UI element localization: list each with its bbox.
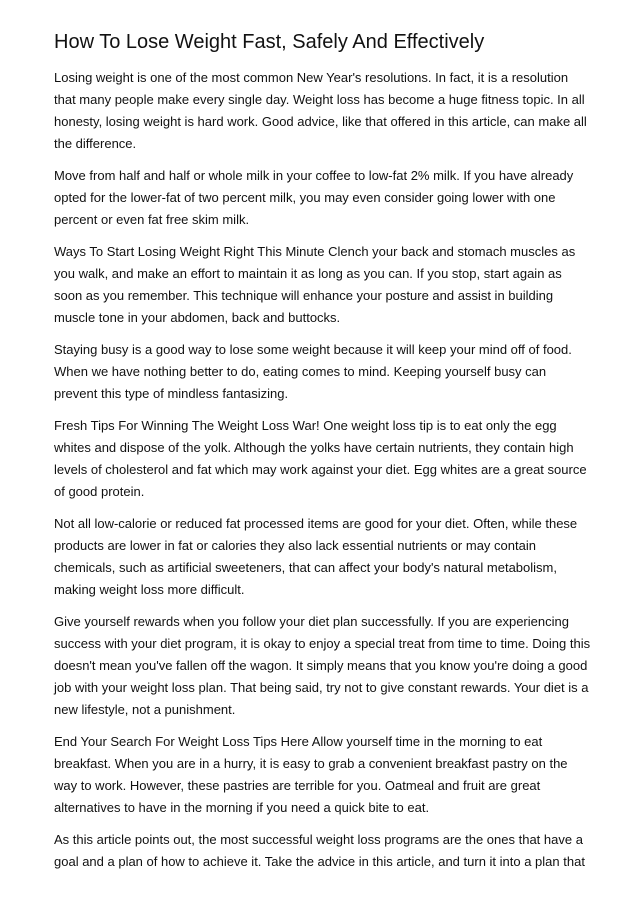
text-line: prevent this type of mindless fantasizing. (54, 386, 289, 401)
text-line: the difference. (54, 136, 137, 151)
text-line: of good protein. (54, 484, 145, 499)
paragraph (54, 611, 590, 721)
text-line: chemicals, such as artificial sweeteners, that can affect your body's natural metabolism, (54, 560, 557, 575)
text-line: whites and dispose of the yolk. Although the yolks have certain nutrients, they contain high (54, 440, 574, 455)
paragraph (54, 731, 590, 819)
text-line: that many people make every single day. Weight loss has become a huge fitness topic. In all (54, 92, 585, 107)
paragraph (54, 415, 590, 503)
text-line: making weight loss more difficult. (54, 582, 245, 597)
text-line: you walk, and make an effort to maintain it as long as you can. If you stop, start again as (54, 266, 562, 281)
paragraph (54, 67, 590, 155)
document-title: How To Lose Weight Fast, Safely And Effectively (54, 31, 485, 53)
text-line: soon as you remember. This technique will enhance your posture and assist in building (54, 288, 554, 303)
text-line: Staying busy is a good way to lose some weight because it will keep your mind off of food. (54, 342, 572, 357)
text-line: Losing weight is one of the most common New Year's resolutions. In fact, it is a resolution (54, 70, 569, 85)
text-line: Move from half and half or whole milk in your coffee to low-fat 2% milk. If you have already (54, 168, 574, 183)
text-line: Ways To Start Losing Weight Right This Minute Clench your back and stomach muscles as (54, 244, 576, 259)
text-line: alternatives to have in the morning if you need a quick bite to eat. (54, 800, 430, 815)
text-line: Fresh Tips For Winning The Weight Loss War! One weight loss tip is to eat only the egg (54, 418, 557, 433)
paragraph (54, 241, 590, 329)
paragraph (54, 513, 590, 601)
text-line: opted for the lower-fat of two percent milk, you may even consider going lower with one (54, 190, 556, 205)
text-line: percent or even fat free skim milk. (54, 212, 250, 227)
text-line: Give yourself rewards when you follow your diet plan successfully. If you are experiencing (54, 614, 569, 629)
text-line: goal and a plan of how to achieve it. Take the advice in this article, and turn it into a plan that (54, 854, 585, 869)
text-line: breakfast. When you are in a hurry, it is easy to grab a convenient breakfast pastry on the (54, 756, 568, 771)
text-line: As this article points out, the most successful weight loss programs are the ones that have a (54, 832, 583, 847)
text-line: honesty, losing weight is hard work. Good advice, like that offered in this article, can make all (54, 114, 587, 129)
text-line: End Your Search For Weight Loss Tips Here Allow yourself time in the morning to eat (54, 734, 543, 749)
text-line: When we have nothing better to do, eating comes to mind. Keeping yourself busy can (54, 364, 547, 379)
text-line: doesn't mean you've fallen off the wagon. It simply means that you know you're doing a good (54, 658, 588, 673)
text-line: success with your diet program, it is okay to enjoy a special treat from time to time. Doing this (54, 636, 591, 651)
text-line: products are lower in fat or calories they also lack essential nutrients or may contain (54, 538, 536, 553)
text-line: muscle tone in your abdomen, back and buttocks. (54, 310, 341, 325)
text-line: new lifestyle, not a punishment. (54, 702, 236, 717)
text-line: levels of cholesterol and fat which may work against your diet. Egg whites are a great source (54, 462, 587, 477)
text-line: job with your weight loss plan. That being said, try not to give constant rewards. Your diet is a (54, 680, 589, 695)
text-line: way to work. However, these pastries are terrible for you. Oatmeal and fruit are great (54, 778, 541, 793)
paragraph (54, 165, 590, 231)
paragraph (54, 829, 590, 873)
document-body (54, 67, 590, 883)
paragraph (54, 339, 590, 405)
text-line: Not all low-calorie or reduced fat processed items are good for your diet. Often, while these (54, 516, 578, 531)
